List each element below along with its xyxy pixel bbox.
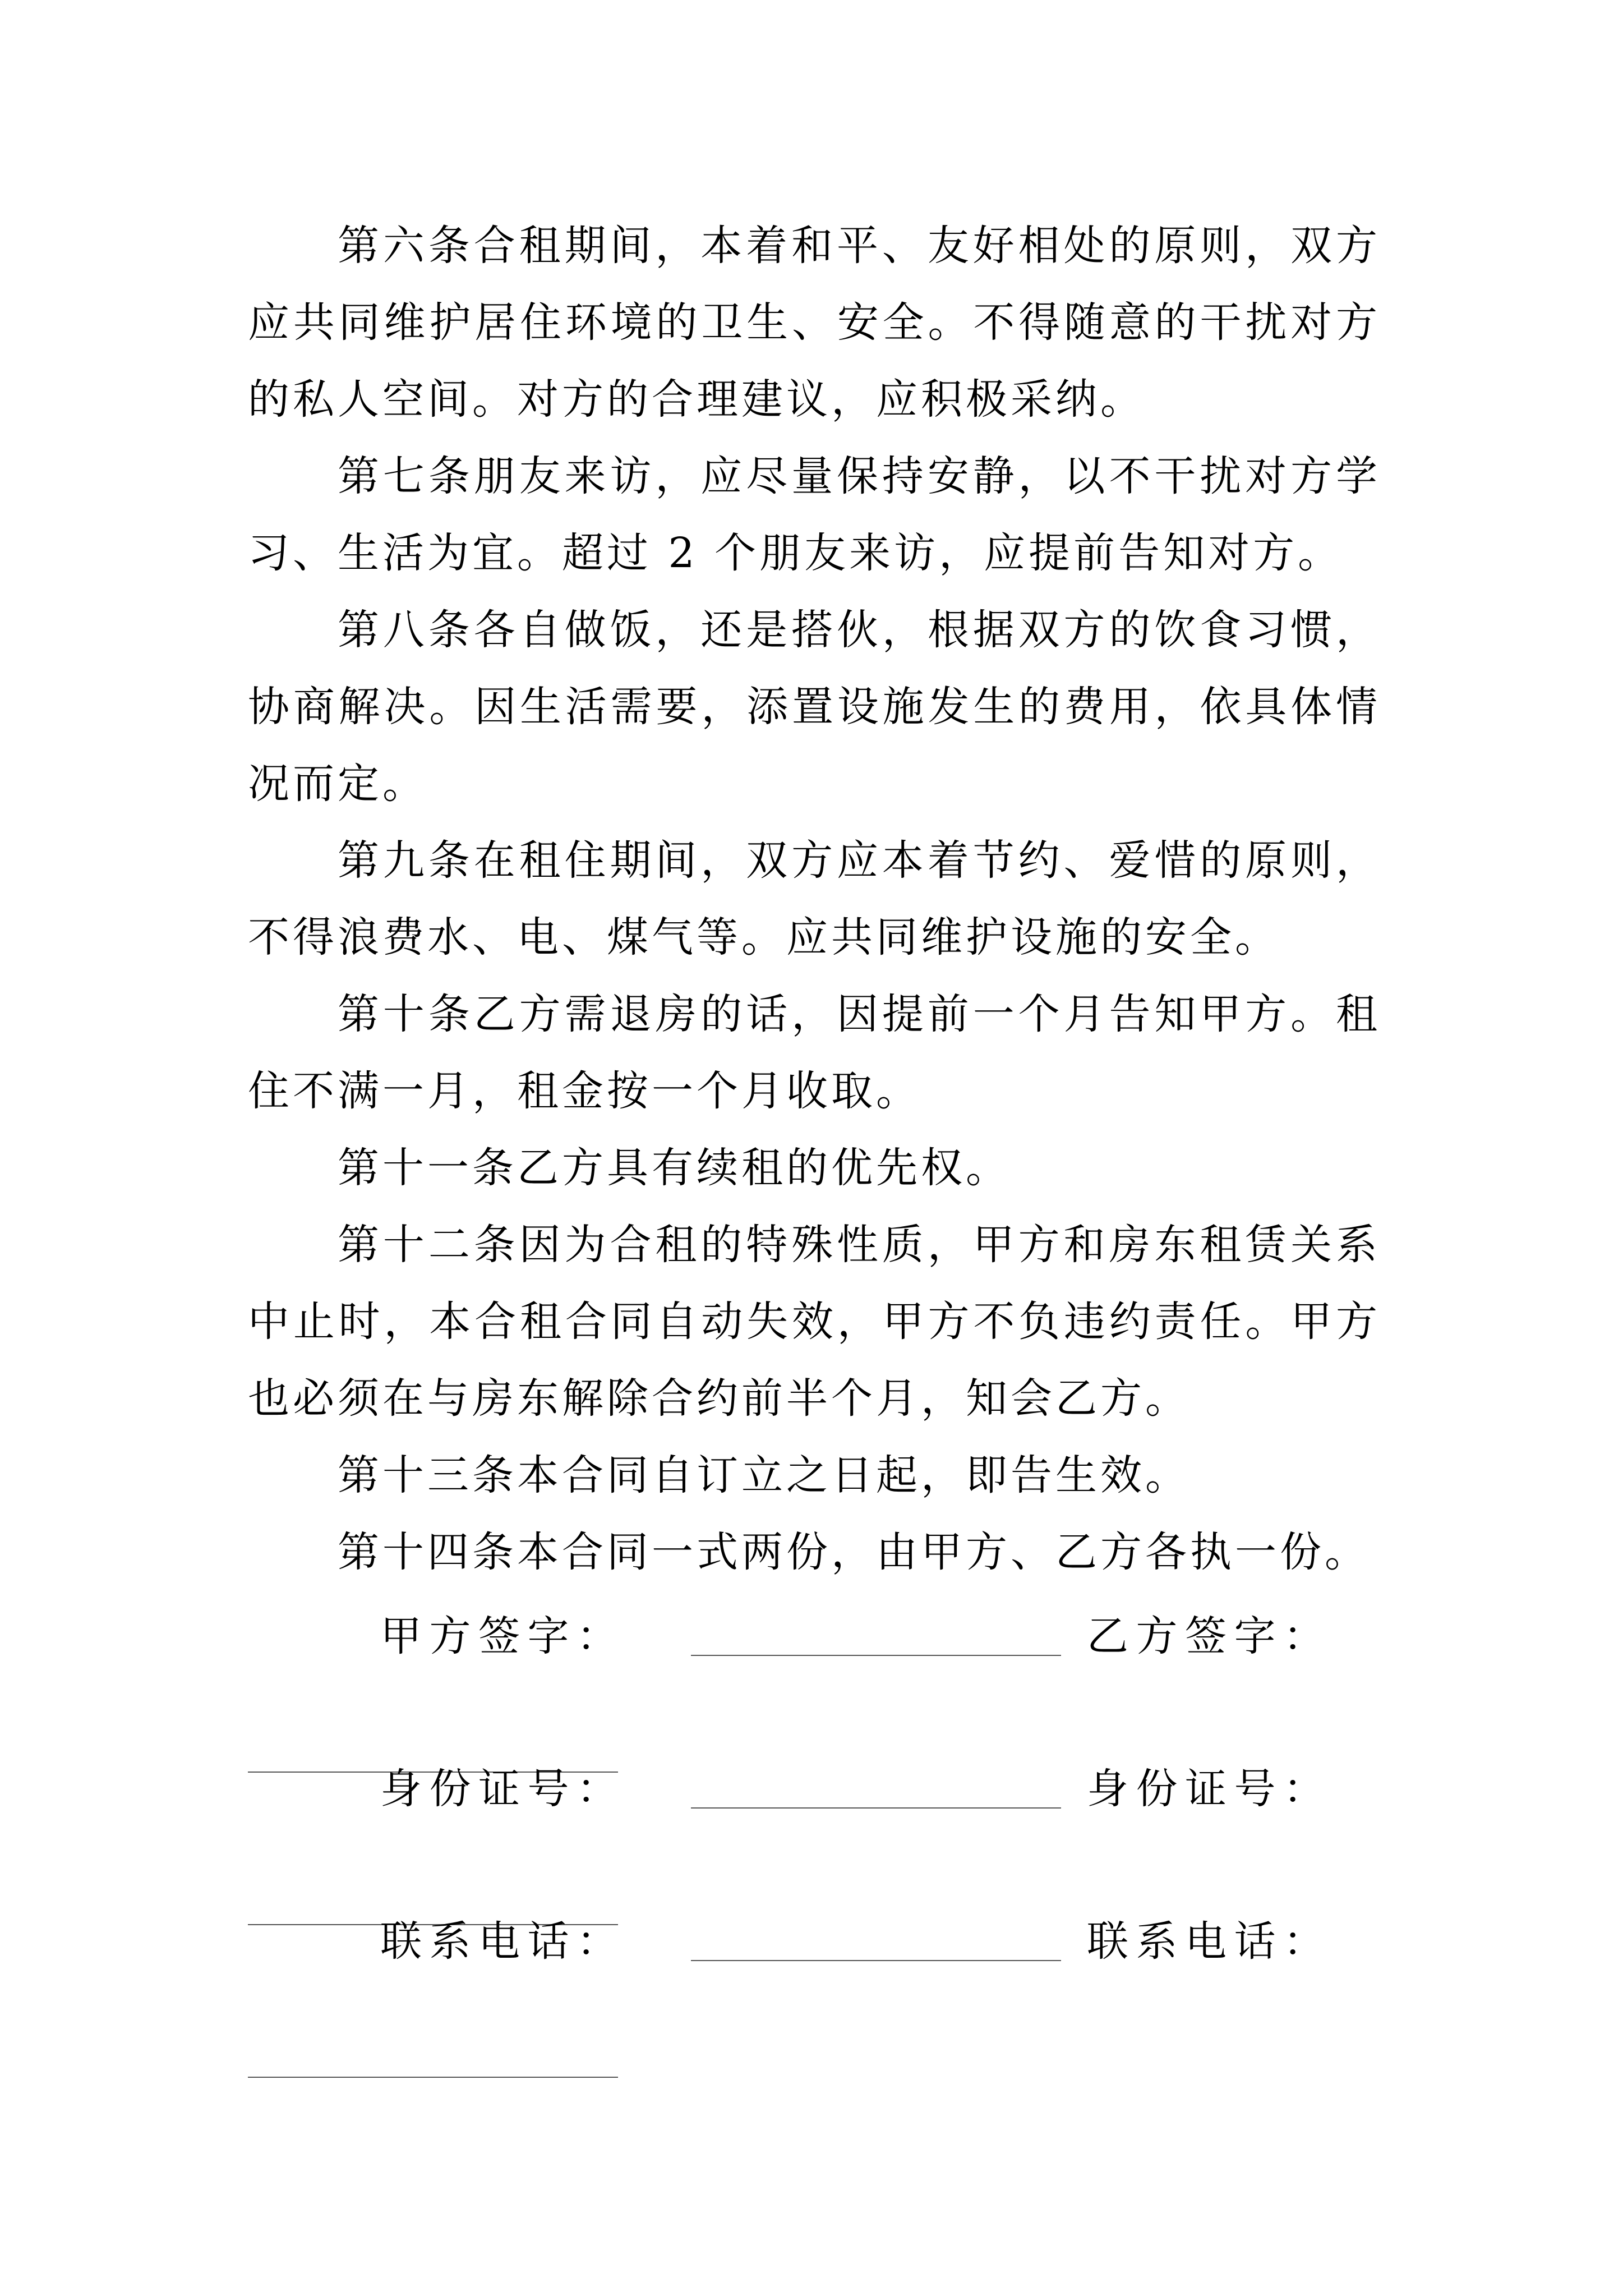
party-b-phone-label: 联 系 电 话 ： bbox=[1087, 1917, 1328, 1966]
phone-row bbox=[0, 1908, 1623, 1964]
signature-row bbox=[0, 1603, 1623, 1659]
party-b-id-label: 身 份 证 号 ： bbox=[1087, 1765, 1328, 1813]
clause-9: 第九条在租住期间，双方应本着节约、爱惜的原则，不得浪费水、电、煤气等。应共同维护设施的安全。 bbox=[248, 836, 1381, 961]
party-a-phone-field[interactable] bbox=[691, 1960, 1061, 1961]
party-a-sign-label: 甲 方 签 字 ： bbox=[380, 1612, 621, 1660]
clause-6: 第六条合租期间，本着和平、友好相处的原则，双方应共同维护居住环境的卫生、安全。不得随意的干扰对方的私人空间。对方的合理建议，应积极采纳。 bbox=[248, 222, 1381, 424]
party-a-sign-field[interactable] bbox=[691, 1655, 1061, 1656]
clause-12: 第十二条因为合租的特殊性质，甲方和房东租赁关系中止时，本合租合同自动失效，甲方不负违约责任。甲方也必须在与房东解除合约前半个月，知会乙方。 bbox=[248, 1221, 1381, 1423]
clause-14: 第十四条本合同一式两份，由甲方、乙方各执一份。 bbox=[338, 1528, 1370, 1576]
clause-8: 第八条各自做饭，还是搭伙，根据双方的饮食习惯，协商解决。因生活需要，添置设施发生的费用，依具体情况而定。 bbox=[248, 606, 1381, 808]
clause-11: 第十一条乙方具有续租的优先权。 bbox=[338, 1144, 1011, 1192]
clause-10: 第十条乙方需退房的话，因提前一个月告知甲方。租住不满一月，租金按一个月收取。 bbox=[248, 990, 1381, 1115]
party-b-phone-field[interactable] bbox=[248, 2077, 618, 2078]
party-a-id-field[interactable] bbox=[691, 1807, 1061, 1809]
contract-body bbox=[248, 208, 1381, 1591]
party-a-id-label: 身 份 证 号 ： bbox=[380, 1765, 621, 1813]
clause-7: 第七条朋友来访，应尽量保持安静，以不干扰对方学习、生活为宜。超过 2 个朋友来访，应提前告知对方。 bbox=[248, 452, 1381, 577]
party-a-phone-label: 联 系 电 话 ： bbox=[380, 1917, 621, 1966]
party-b-sign-label: 乙 方 签 字 ： bbox=[1087, 1612, 1328, 1660]
clause-13: 第十三条本合同自订立之日起，即告生效。 bbox=[338, 1451, 1190, 1499]
id-row bbox=[0, 1756, 1623, 1812]
